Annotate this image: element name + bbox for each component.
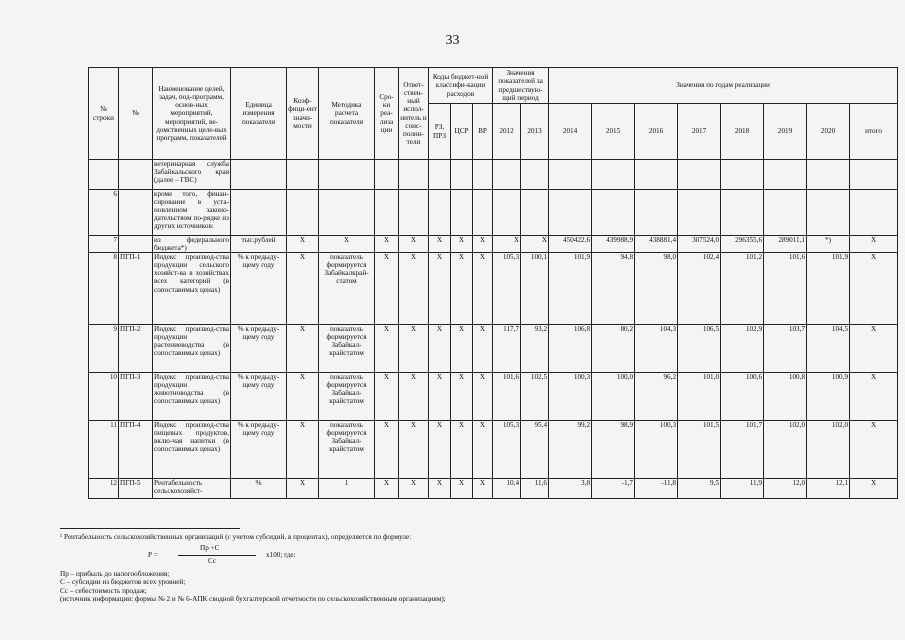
year-value-cell: *): [807, 236, 850, 253]
unit-cell: тыс.рублей: [231, 236, 287, 253]
header-years-group: Значения по годам реализации: [549, 68, 898, 104]
row-number-cell: 9: [89, 325, 119, 373]
formula-p: Р =: [148, 550, 158, 559]
header-csr: ЦСР: [451, 104, 473, 160]
coef-cell: X: [287, 253, 319, 325]
rz-cell: X: [429, 253, 451, 325]
indicator-name-cell: Индекс производ-ства продукции растениеводства (в сопоставимых ценах): [153, 325, 231, 373]
vr-cell: [473, 190, 493, 236]
method-cell: X: [319, 236, 375, 253]
indicator-code-cell: ПГП-2: [119, 325, 153, 373]
footnote-line: Сс – себестоимость продаж;: [60, 586, 147, 595]
responsible-cell: [399, 160, 429, 190]
method-cell: показатель формируется Забайкал-крайстатом: [319, 325, 375, 373]
header-prev-period: Значения показателей за предшествую-щий период: [493, 68, 549, 104]
year-value-cell: [678, 160, 721, 190]
header-name: Наименование целей, задач, под-программ, основ-ных мероприятий, мероприятий, ве-домственных целе-вых программ, показателей: [153, 68, 231, 160]
year-value-cell: [807, 160, 850, 190]
header-year: 2019: [764, 104, 807, 160]
value-2013-cell: X: [521, 236, 549, 253]
indicator-name-cell: Индекс производ-ства продукции сельского хозяйст-ва в хозяйствах всех категорий (в сопоставимых ценах): [153, 253, 231, 325]
unit-cell: % к предыду-щему году: [231, 373, 287, 421]
terms-cell: X: [375, 479, 399, 499]
indicator-code-cell: ПГП-4: [119, 421, 153, 479]
header-vr: ВР: [473, 104, 493, 160]
indicator-code-cell: ПГП-5: [119, 479, 153, 499]
header-unit: Единица измерения показателя: [231, 68, 287, 160]
table-row: [89, 373, 898, 421]
total-cell: X: [850, 325, 898, 373]
csr-cell: X: [451, 236, 473, 253]
coef-cell: X: [287, 421, 319, 479]
indicator-name-cell: Индекс производ-ства пищевых продуктов, вклю-чая напитки (в сопоставимых ценах): [153, 421, 231, 479]
header-year: 2017: [678, 104, 721, 160]
rz-cell: X: [429, 373, 451, 421]
year-value-cell: 80,2: [592, 325, 635, 373]
rz-cell: [429, 160, 451, 190]
year-value-cell: 307524,0: [678, 236, 721, 253]
value-2012-cell: [493, 160, 521, 190]
footnote-rule: [60, 528, 240, 529]
table-row: [89, 236, 898, 253]
csr-cell: X: [451, 479, 473, 499]
value-2013-cell: [521, 160, 549, 190]
year-value-cell: 101,7: [721, 421, 764, 479]
total-cell: X: [850, 479, 898, 499]
header-rz: РЗ, ПРЗ: [429, 104, 451, 160]
table-row: [89, 421, 898, 479]
table-row: [89, 160, 898, 190]
unit-cell: % к предыду-щему году: [231, 421, 287, 479]
footnote-line: С – субсидии из бюджетов всех уровней;: [60, 578, 186, 587]
vr-cell: X: [473, 236, 493, 253]
year-value-cell: 101,0: [678, 373, 721, 421]
year-value-cell: 11,9: [721, 479, 764, 499]
row-number-cell: 10: [89, 373, 119, 421]
rz-cell: [429, 190, 451, 236]
formula-numerator: Пр +С: [200, 543, 220, 552]
year-value-cell: 289011,1: [764, 236, 807, 253]
header-coef: Коэф-фици-ент значи-мости: [287, 68, 319, 160]
row-number-cell: 7: [89, 236, 119, 253]
year-value-cell: [764, 190, 807, 236]
value-2012-cell: 105,3: [493, 421, 521, 479]
year-value-cell: 106,8: [549, 325, 592, 373]
year-value-cell: 100,3: [635, 421, 678, 479]
indicator-name-cell: Рентабельность сельскохозяйст-: [153, 479, 231, 499]
row-number-cell: 11: [89, 421, 119, 479]
rz-cell: X: [429, 421, 451, 479]
responsible-cell: X: [399, 421, 429, 479]
row-number-cell: 12: [89, 479, 119, 499]
method-cell: показатель формируется Забайкалкрай-статом: [319, 253, 375, 325]
unit-cell: % к предыду-щему году: [231, 253, 287, 325]
coef-cell: X: [287, 236, 319, 253]
year-value-cell: [549, 160, 592, 190]
method-cell: [319, 190, 375, 236]
vr-cell: X: [473, 253, 493, 325]
responsible-cell: X: [399, 373, 429, 421]
footnote: [60, 528, 880, 604]
page-number: 33: [445, 33, 460, 48]
year-value-cell: [807, 190, 850, 236]
header-terms: Сро-ки реа-лиза ции: [375, 68, 399, 160]
year-value-cell: [549, 190, 592, 236]
terms-cell: [375, 190, 399, 236]
terms-cell: X: [375, 421, 399, 479]
header-2013: 2013: [521, 104, 549, 160]
csr-cell: X: [451, 421, 473, 479]
header-year: 2020: [807, 104, 850, 160]
formula: [60, 544, 880, 568]
responsible-cell: X: [399, 253, 429, 325]
year-value-cell: 98,9: [592, 421, 635, 479]
coef-cell: X: [287, 373, 319, 421]
year-value-cell: 98,0: [635, 253, 678, 325]
footnote-line: (источник информации: формы № 2 и № 6-АПК сводной бухгалтерской отчетности по сельскохозяйственным организациям);: [60, 595, 446, 604]
year-value-cell: 9,5: [678, 479, 721, 499]
value-2012-cell: [493, 190, 521, 236]
terms-cell: X: [375, 373, 399, 421]
vr-cell: X: [473, 325, 493, 373]
header-row-no: № строки: [89, 68, 119, 160]
row-number-cell: 8: [89, 253, 119, 325]
year-value-cell: 102,0: [807, 421, 850, 479]
year-value-cell: -1,7: [592, 479, 635, 499]
indicator-name-cell: кроме того, финан-сирование в уста-новленном законо-дательством по-рядке из других источников:: [153, 190, 231, 236]
header-num: №: [119, 68, 153, 160]
indicator-table: [88, 67, 898, 499]
table-row: [89, 325, 898, 373]
year-value-cell: [592, 190, 635, 236]
responsible-cell: X: [399, 479, 429, 499]
method-cell: [319, 160, 375, 190]
header-year: 2014: [549, 104, 592, 160]
value-2013-cell: 100,1: [521, 253, 549, 325]
row-number-cell: 6: [89, 190, 119, 236]
year-value-cell: 104,5: [807, 325, 850, 373]
coef-cell: X: [287, 325, 319, 373]
year-value-cell: [635, 190, 678, 236]
year-value-cell: 100,0: [592, 373, 635, 421]
rz-cell: X: [429, 325, 451, 373]
year-value-cell: [721, 190, 764, 236]
total-cell: X: [850, 373, 898, 421]
year-value-cell: 103,7: [764, 325, 807, 373]
method-cell: показатель формируется Забайкал-крайстатом: [319, 421, 375, 479]
row-number-cell: [89, 160, 119, 190]
responsible-cell: X: [399, 325, 429, 373]
year-value-cell: 3,8: [549, 479, 592, 499]
year-value-cell: 101,6: [764, 253, 807, 325]
value-2013-cell: 93,2: [521, 325, 549, 373]
csr-cell: [451, 190, 473, 236]
formula-denominator: Сс: [208, 556, 217, 565]
header-2012: 2012: [493, 104, 521, 160]
responsible-cell: [399, 190, 429, 236]
unit-cell: [231, 160, 287, 190]
vr-cell: X: [473, 479, 493, 499]
terms-cell: X: [375, 236, 399, 253]
year-value-cell: 94,8: [592, 253, 635, 325]
year-value-cell: [678, 190, 721, 236]
table-row: [89, 190, 898, 236]
year-value-cell: 96,2: [635, 373, 678, 421]
value-2012-cell: 117,7: [493, 325, 521, 373]
coef-cell: [287, 160, 319, 190]
year-value-cell: 439988,9: [592, 236, 635, 253]
vr-cell: X: [473, 373, 493, 421]
fraction-line: [178, 555, 256, 556]
year-value-cell: -11,8: [635, 479, 678, 499]
csr-cell: X: [451, 373, 473, 421]
csr-cell: [451, 160, 473, 190]
method-cell: 1: [319, 479, 375, 499]
terms-cell: X: [375, 325, 399, 373]
header-budget-codes: Коды бюджет-ной классифи-кации расходов: [429, 68, 493, 104]
year-value-cell: 100,3: [549, 373, 592, 421]
year-value-cell: [721, 160, 764, 190]
year-value-cell: 100,8: [764, 373, 807, 421]
total-cell: [850, 190, 898, 236]
year-value-cell: 101,2: [721, 253, 764, 325]
header-method: Методика расчета показателя: [319, 68, 375, 160]
header-year: 2015: [592, 104, 635, 160]
table-row: [89, 253, 898, 325]
vr-cell: X: [473, 421, 493, 479]
value-2012-cell: X: [493, 236, 521, 253]
indicator-name-cell: ветеринарная служба Забайкальского края (далее – ГВС): [153, 160, 231, 190]
value-2013-cell: 102,5: [521, 373, 549, 421]
value-2013-cell: 11,6: [521, 479, 549, 499]
csr-cell: X: [451, 253, 473, 325]
year-value-cell: [635, 160, 678, 190]
terms-cell: [375, 160, 399, 190]
year-value-cell: [764, 160, 807, 190]
year-value-cell: 12,1: [807, 479, 850, 499]
header-total: итого: [850, 104, 898, 160]
total-cell: X: [850, 253, 898, 325]
formula-tail: х100; где:: [266, 550, 296, 559]
csr-cell: X: [451, 325, 473, 373]
indicator-code-cell: [119, 190, 153, 236]
unit-cell: %: [231, 479, 287, 499]
year-value-cell: 99,2: [549, 421, 592, 479]
value-2012-cell: 105,3: [493, 253, 521, 325]
footnote-main: ¹ Рентабельность сельскохозяйственных организаций (с учетом субсидий, в процентах), определяется по формуле:: [60, 533, 412, 541]
coef-cell: [287, 190, 319, 236]
header-year: 2016: [635, 104, 678, 160]
total-cell: [850, 160, 898, 190]
indicator-code-cell: ПГП-1: [119, 253, 153, 325]
year-value-cell: 102,4: [678, 253, 721, 325]
unit-cell: % к предыду-щему году: [231, 325, 287, 373]
year-value-cell: 100,9: [807, 373, 850, 421]
value-2013-cell: 95,4: [521, 421, 549, 479]
year-value-cell: 438881,4: [635, 236, 678, 253]
footnote-line: Пр – прибыль до налогообложения;: [60, 569, 170, 578]
responsible-cell: X: [399, 236, 429, 253]
terms-cell: X: [375, 253, 399, 325]
indicator-code-cell: [119, 160, 153, 190]
vr-cell: [473, 160, 493, 190]
year-value-cell: 101,5: [678, 421, 721, 479]
table-row: [89, 479, 898, 499]
coef-cell: X: [287, 479, 319, 499]
method-cell: показатель формируется Забайкал-крайстатом: [319, 373, 375, 421]
rz-cell: X: [429, 479, 451, 499]
year-value-cell: 296355,6: [721, 236, 764, 253]
indicator-name-cell: Индекс производ-ства продукции животноводства (в сопоставимых ценах): [153, 373, 231, 421]
year-value-cell: [592, 160, 635, 190]
year-value-cell: 12,0: [764, 479, 807, 499]
year-value-cell: 100,6: [721, 373, 764, 421]
rz-cell: X: [429, 236, 451, 253]
value-2012-cell: 10,4: [493, 479, 521, 499]
value-2012-cell: 101,6: [493, 373, 521, 421]
value-2013-cell: [521, 190, 549, 236]
indicator-code-cell: ПГП-3: [119, 373, 153, 421]
indicator-code-cell: [119, 236, 153, 253]
unit-cell: [231, 190, 287, 236]
total-cell: X: [850, 236, 898, 253]
header-year: 2018: [721, 104, 764, 160]
year-value-cell: 450422,6: [549, 236, 592, 253]
header-responsible: Ответ-ствен-ный испол-нитель и соис-полни-тели: [399, 68, 429, 160]
year-value-cell: 102,9: [721, 325, 764, 373]
total-cell: X: [850, 421, 898, 479]
year-value-cell: 101,9: [549, 253, 592, 325]
year-value-cell: 101,9: [807, 253, 850, 325]
year-value-cell: 106,5: [678, 325, 721, 373]
year-value-cell: 104,3: [635, 325, 678, 373]
indicator-name-cell: из федерального бюджета*): [154, 236, 229, 253]
year-value-cell: 102,0: [764, 421, 807, 479]
